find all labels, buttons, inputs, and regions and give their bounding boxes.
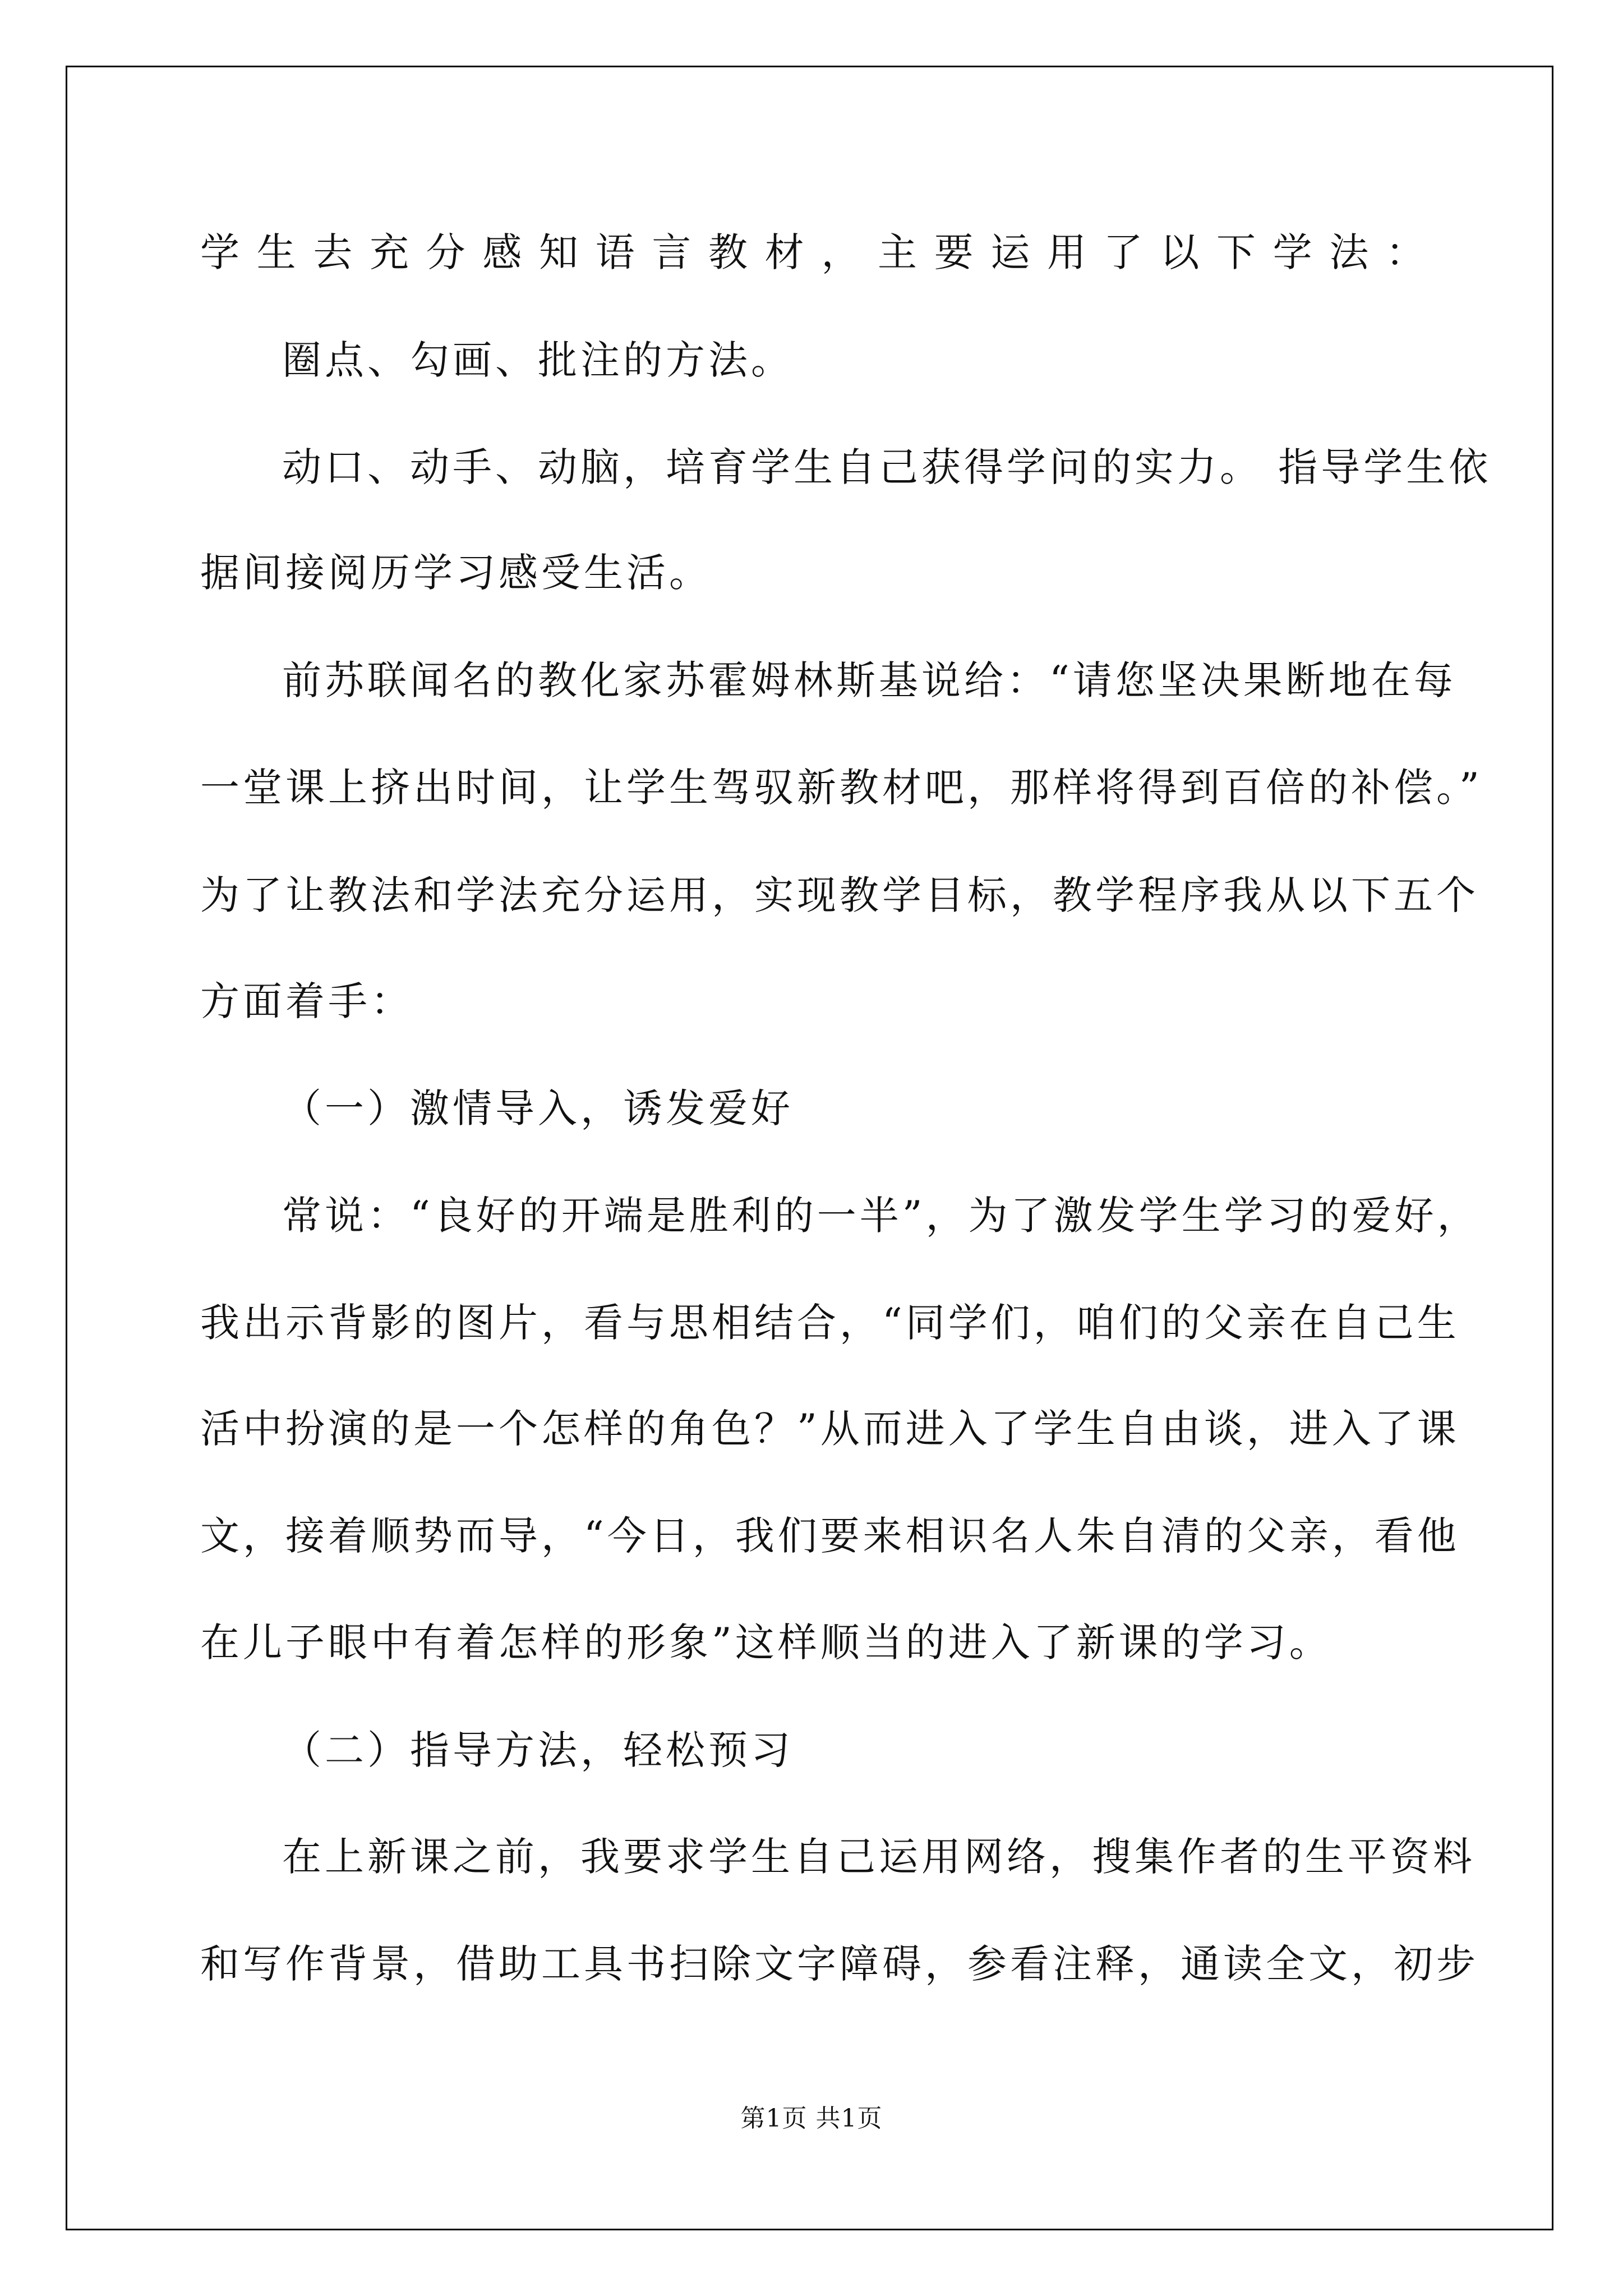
paragraph-line-10: 常说：“良好的开端是胜利的一半”，为了激发学生学习的爱好， <box>282 1193 1480 1239</box>
paragraph-line-5: 前苏联闻名的教化家苏霍姆林斯基说给：“请您坚决果断地在每 <box>282 657 1456 703</box>
section-heading-1: （一）激情导入，诱发爱好 <box>282 1085 794 1131</box>
paragraph-line-4: 据间接阅历学习感受生活。 <box>200 550 712 596</box>
paragraph-line-2: 圈点、勾画、批注的方法。 <box>282 337 794 383</box>
section-heading-2: （二）指导方法，轻松预习 <box>282 1727 794 1773</box>
paragraph-line-11: 我出示背影的图片，看与思相结合，“同学们，咱们的父亲在自己生 <box>200 1300 1460 1346</box>
paragraph-line-7: 为了让教法和学法充分运用，实现教学目标，教学程序我从以下五个 <box>200 872 1479 918</box>
paragraph-line-13: 文，接着顺势而导，“今日，我们要来相识名人朱自清的父亲，看他 <box>200 1513 1460 1559</box>
paragraph-line-1: 学生去充分感知语言教材，主要运用了以下学法： <box>200 229 1428 275</box>
paragraph-line-12: 活中扮演的是一个怎样的角色？”从而进入了学生自由谈，进入了课 <box>200 1406 1460 1452</box>
paragraph-line-3: 动口、动手、动脑，培育学生自己获得学问的实力。 指导学生依 <box>282 444 1492 490</box>
page-border <box>66 66 1553 2230</box>
paragraph-line-14: 在儿子眼中有着怎样的形象”这样顺当的进入了新课的学习。 <box>200 1619 1332 1665</box>
paragraph-line-6: 一堂课上挤出时间，让学生驾驭新教材吧，那样将得到百倍的补偿。” <box>200 765 1483 811</box>
paragraph-line-8: 方面着手： <box>200 978 413 1024</box>
paragraph-line-17: 和写作背景，借助工具书扫除文字障碍，参看注释，通读全文，初步 <box>200 1941 1479 1987</box>
paragraph-line-16: 在上新课之前，我要求学生自己运用网络，搜集作者的生平资料 <box>282 1834 1476 1880</box>
page-footer: 第1页 共1页 <box>740 2104 883 2133</box>
